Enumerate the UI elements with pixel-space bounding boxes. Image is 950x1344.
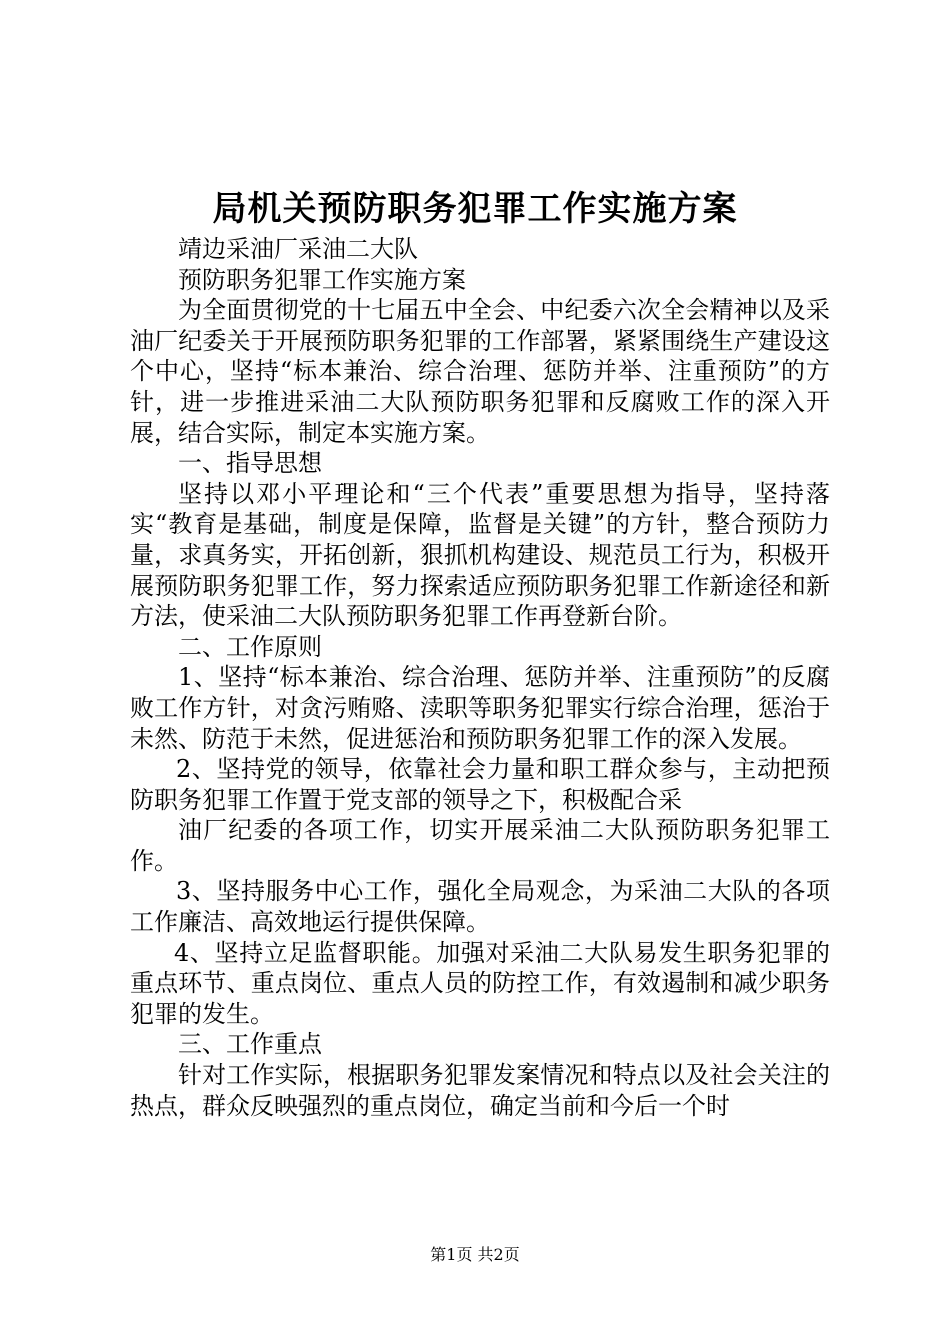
paragraph-unit-name: 靖边采油厂采油二大队 bbox=[178, 235, 418, 263]
paragraph-principle-3: 3、坚持服务中心工作，强化全局观念，为采油二大队的各项工作廉洁、高效地运行提供保障。 bbox=[130, 877, 830, 937]
page-number-footer: 第1页 共2页 bbox=[430, 1245, 520, 1264]
paragraph-principle-1: 1、坚持“标本兼治、综合治理、惩防并举、注重预防”的反腐败工作方针，对贪污贿赂、渎职等职务犯罪实行综合治理，惩治于未然、防范于未然，促进惩治和预防职务犯罪工作的深入发展。 bbox=[130, 663, 830, 753]
paragraph-subtitle: 预防职务犯罪工作实施方案 bbox=[178, 265, 466, 294]
paragraph-principle-2-continued: 油厂纪委的各项工作，切实开展采油二大队预防职务犯罪工作。 bbox=[130, 816, 830, 875]
paragraph-work-focus: 针对工作实际，根据职务犯罪发案情况和特点以及社会关注的热点，群众反映强烈的重点岗位，确定当前和今后一个时 bbox=[130, 1061, 830, 1120]
paragraph-intro: 为全面贯彻党的十七届五中全会、中纪委六次全会精神以及采油厂纪委关于开展预防职务犯罪的工作部署，紧紧围绕生产建设这个中心，坚持“标本兼治、综合治理、惩防并举、注重预防”的方针，进一步推进采油二大队预防职务犯罪和反腐败工作的深入开展，结合实际，制定本实施方案。 bbox=[130, 296, 830, 447]
section-heading-guiding-thought: 一、指导思想 bbox=[178, 449, 322, 478]
document-title: 局机关预防职务犯罪工作实施方案 bbox=[212, 189, 738, 229]
paragraph-principle-2: 2、坚持党的领导，依靠社会力量和职工群众参与，主动把预防职务犯罪工作置于党支部的领导之下，积极配合采 bbox=[130, 755, 830, 814]
paragraph-principle-4: 4、坚持立足监督职能。加强对采油二大队易发生职务犯罪的重点环节、重点岗位、重点人员的防控工作，有效遏制和减少职务犯罪的发生。 bbox=[130, 938, 830, 1028]
paragraph-guiding-thought: 坚持以邓小平理论和“三个代表”重要思想为指导，坚持落实“教育是基础，制度是保障，监督是关键”的方针，整合预防力量，求真务实，开拓创新，狠抓机构建设、规范员工行为，积极开展预防职务犯罪工作，努力探索适应预防职务犯罪工作新途径和新方法，使采油二大队预防职务犯罪工作再登新台阶。 bbox=[130, 479, 830, 631]
section-heading-work-focus: 三、工作重点 bbox=[178, 1030, 322, 1059]
section-heading-work-principles: 二、工作原则 bbox=[178, 632, 322, 661]
document-body bbox=[130, 234, 830, 1121]
